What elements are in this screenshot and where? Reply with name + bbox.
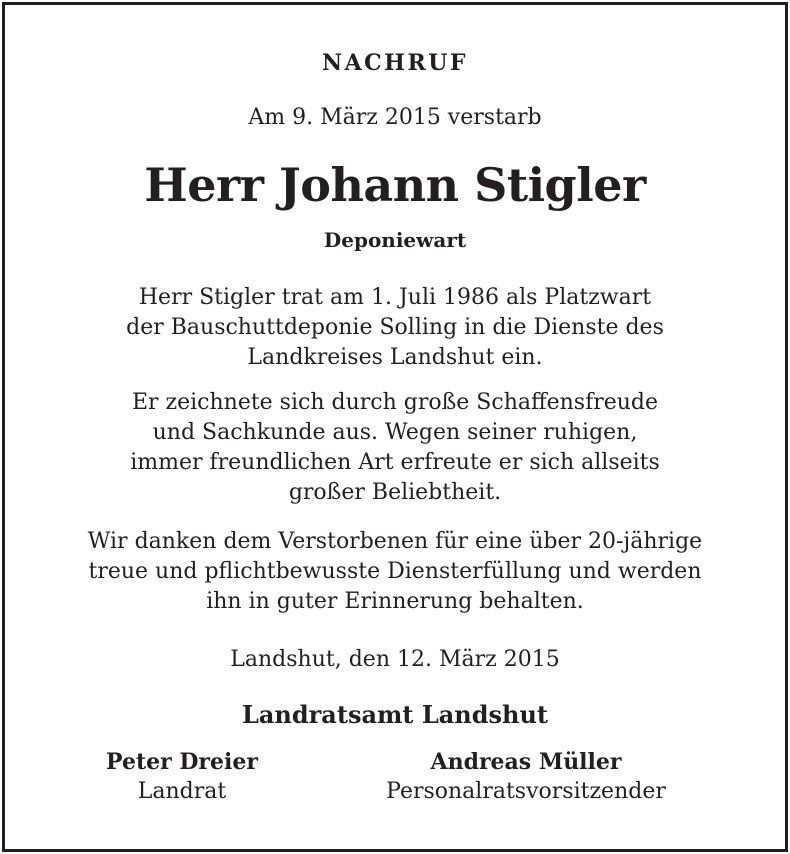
paragraph-line: Landkreises Landshut ein. (247, 345, 543, 370)
signer-name: Andreas Müller (430, 749, 622, 775)
notice-heading: NACHRUF (321, 50, 469, 76)
deceased-name: Herr Johann Stigler (144, 158, 646, 212)
paragraph-character (0, 388, 790, 508)
signer-landrat (62, 747, 302, 807)
issuing-office: Landratsamt Landshut (242, 700, 548, 729)
paragraph-line: Er zeichnete sich durch große Schaffensfreude (131, 390, 659, 415)
paragraph-line: der Bauschuttdeponie Solling in die Dienste des (126, 315, 664, 340)
paragraph-line: Wir danken dem Verstorbenen für eine über 20-jährige (87, 529, 703, 554)
death-date-line: Am 9. März 2015 verstarb (248, 105, 542, 130)
signer-title: Landrat (137, 779, 227, 804)
paragraph-line: treue und pflichtbewusste Diensterfüllung und werden (88, 559, 702, 584)
signer-staff-council (346, 747, 706, 807)
paragraph-line: ihn in guter Erinnerung behalten. (206, 589, 584, 614)
place-and-date: Landshut, den 12. März 2015 (230, 647, 560, 672)
paragraph-line: und Sachkunde aus. Wegen seiner ruhigen, (152, 420, 638, 445)
signer-name: Peter Dreier (106, 749, 258, 775)
signer-title: Personalratsvorsitzender (386, 779, 666, 804)
paragraph-line: immer freundlichen Art erfreute er sich allseits (130, 450, 660, 475)
paragraph-thanks (0, 527, 790, 617)
deceased-role: Deponiewart (323, 228, 467, 252)
paragraph-career (0, 283, 790, 373)
paragraph-line: Herr Stigler trat am 1. Juli 1986 als Platzwart (138, 285, 652, 310)
paragraph-line: großer Beliebtheit. (288, 480, 502, 505)
